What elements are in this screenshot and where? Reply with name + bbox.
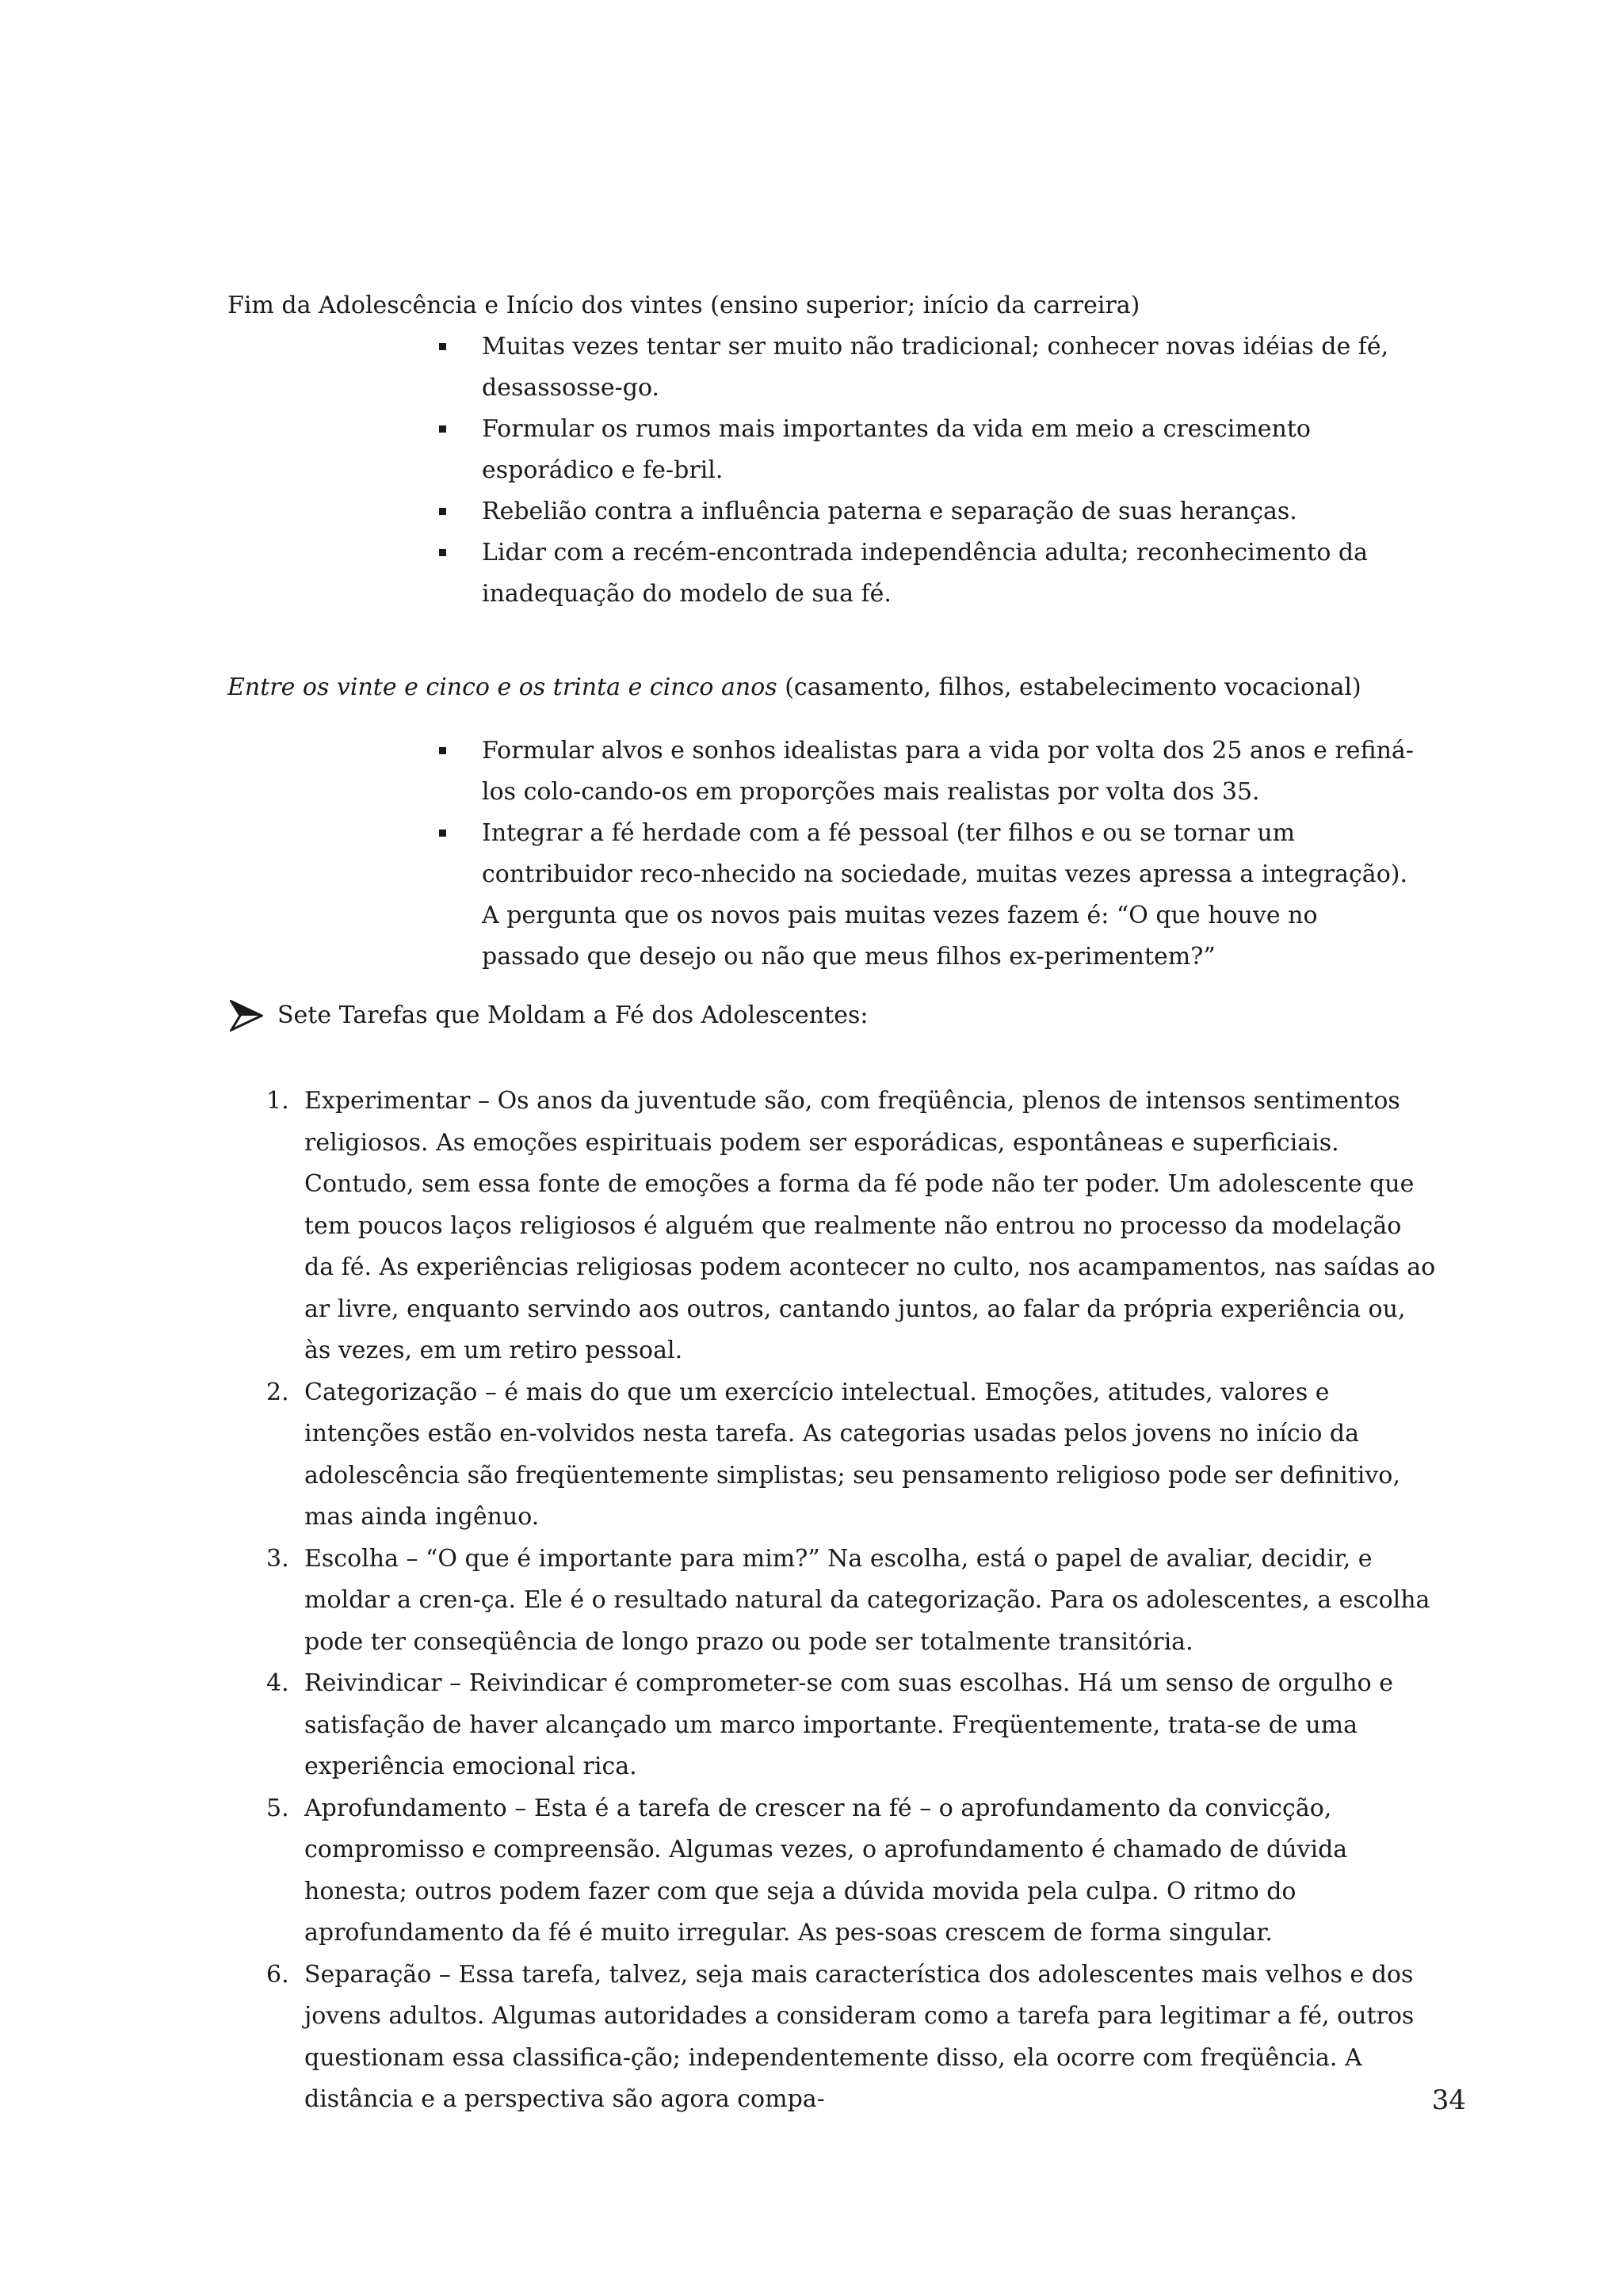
late-adolescence-bullet-list bbox=[436, 326, 1419, 615]
list-item: Formular alvos e sonhos idealistas para a vida por volta dos 25 anos e refiná-los colo-cando-os em proporções mais realistas por volta dos 35. bbox=[436, 730, 1419, 813]
item-number: 3. bbox=[266, 1544, 289, 1573]
list-item: Rebelião contra a influência paterna e separação de suas heranças. bbox=[436, 491, 1419, 532]
list-item bbox=[266, 1081, 1438, 1372]
item-text: Reivindicar – Reivindicar é comprometer-se com suas escolhas. Há um senso de orgulho e satisfação de haver alcançado um marco importante. Freqüentemente, trata-se de uma experiência emocional rica. bbox=[304, 1669, 1393, 1780]
list-item: Lidar com a recém-encontrada independência adulta; reconhecimento da inadequação do modelo de sua fé. bbox=[436, 532, 1419, 615]
section-heading-25-35-rest: (casamento, filhos, estabelecimento vocacional) bbox=[777, 673, 1361, 701]
list-item bbox=[266, 1663, 1438, 1788]
tasks-heading-text: Sete Tarefas que Moldam a Fé dos Adolescentes: bbox=[277, 1001, 869, 1029]
section-heading-late-adolescence: Fim da Adolescência e Início dos vintes (ensino superior; início da carreira) bbox=[227, 292, 1140, 319]
item-text: Separação – Essa tarefa, talvez, seja mais característica dos adolescentes mais velhos e dos jovens adultos. Algumas autoridades a consideram como a tarefa para legitimar a fé, outros questionam essa classifica-ção; independentemente disso, ela ocorre com freqüência. A distância e a perspectiva são agora compa- bbox=[304, 1960, 1415, 2113]
section-heading-25-35 bbox=[227, 667, 1361, 708]
age-25-35-bullet-list bbox=[436, 730, 1419, 978]
list-item bbox=[266, 1955, 1438, 2121]
item-text: Categorização – é mais do que um exercício intelectual. Emoções, atitudes, valores e intenções estão en-volvidos nesta tarefa. As categorias usadas pelos jovens no início da adolescência são freqüentemente simplistas; seu pensamento religioso pode ser definitivo, mas ainda ingênuo. bbox=[304, 1378, 1400, 1531]
item-text: Aprofundamento – Esta é a tarefa de crescer na fé – o aprofundamento da convicção, compromisso e compreensão. Algumas vezes, o aprofundamento é chamado de dúvida honesta; outros podem fazer com que seja a dúvida movida pela culpa. O ritmo do aprofundamento da fé é muito irregular. As pes-soas crescem de forma singular. bbox=[304, 1794, 1348, 1947]
page-number: 34 bbox=[1431, 2084, 1466, 2116]
item-number: 5. bbox=[266, 1794, 289, 1822]
item-number: 1. bbox=[266, 1087, 289, 1115]
section-heading-25-35-italic: Entre os vinte e cinco e os trinta e cinco anos bbox=[227, 673, 777, 701]
item-text: Experimentar – Os anos da juventude são, com freqüência, plenos de intensos sentimentos religiosos. As emoções espirituais podem ser esporádicas, espontâneas e superficiais. Contudo, sem essa fonte de emoções a forma da fé pode não ter poder. Um adolescente que tem poucos laços religiosos é alguém que realmente não entrou no processo da modelação da fé. As experiências religiosas podem acontecer no culto, nos acampamentos, nas saídas ao ar livre, enquanto servindo aos outros, cantando juntos, ao falar da própria experiência ou, às vezes, em um retiro pessoal. bbox=[304, 1087, 1436, 1364]
item-number: 6. bbox=[266, 1960, 289, 1989]
item-number: 2. bbox=[266, 1378, 289, 1406]
list-item bbox=[266, 1788, 1438, 1955]
list-item: Formular os rumos mais importantes da vida em meio a crescimento esporádico e fe-bril. bbox=[436, 409, 1419, 491]
tasks-heading bbox=[230, 995, 868, 1036]
list-item: Muitas vezes tentar ser muito não tradicional; conhecer novas idéias de fé, desassosse-go. bbox=[436, 326, 1419, 409]
arrowhead-bullet-icon bbox=[230, 1000, 263, 1032]
list-item: Integrar a fé herdade com a fé pessoal (ter filhos e ou se tornar um contribuidor reco-nhecido na sociedade, muitas vezes apressa a integração). A pergunta que os novos pais muitas vezes fazem é: “O que houve no passado que desejo ou não que meus filhos ex-perimentem?” bbox=[436, 813, 1419, 978]
list-item bbox=[266, 1372, 1438, 1539]
list-item bbox=[266, 1539, 1438, 1664]
tasks-numbered-list bbox=[266, 1081, 1438, 2121]
item-text: Escolha – “O que é importante para mim?” Na escolha, está o papel de avaliar, decidir, e moldar a cren-ça. Ele é o resultado natural da categorização. Para os adolescentes, a escolha pode ter conseqüência de longo prazo ou pode ser totalmente transitória. bbox=[304, 1544, 1430, 1656]
item-number: 4. bbox=[266, 1669, 289, 1697]
